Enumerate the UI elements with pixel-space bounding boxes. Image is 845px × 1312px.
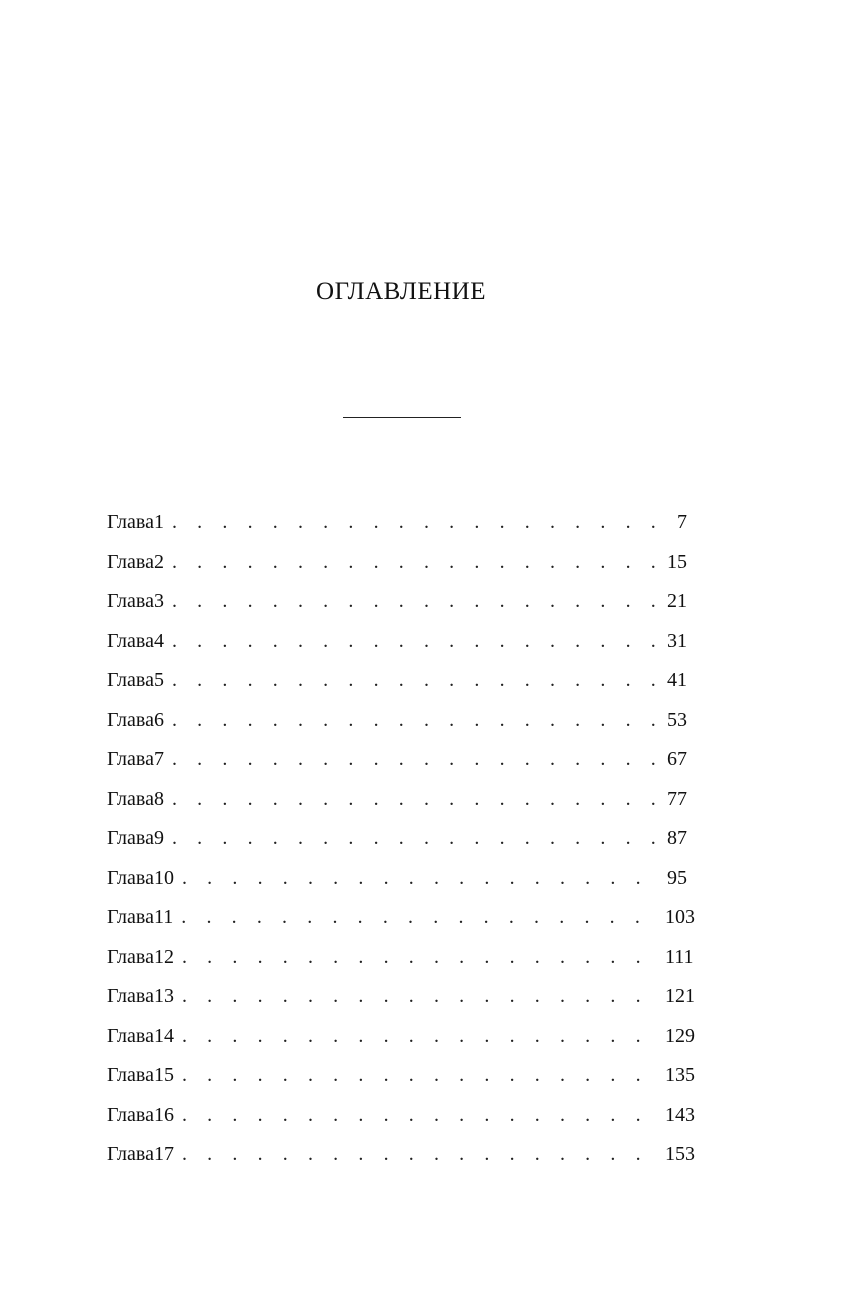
- toc-entry-chapter-14[interactable]: [107, 1022, 695, 1062]
- toc-entry-page: 111: [665, 945, 694, 968]
- dot-leader: [172, 785, 661, 813]
- toc-entry-number: 6: [153, 708, 164, 731]
- toc-entry-label: Глава: [107, 669, 154, 691]
- toc-entry-label: Глава: [107, 1064, 154, 1086]
- table-of-contents: [107, 508, 695, 1180]
- dot-leader: [182, 982, 661, 1010]
- dot-leader: [182, 1140, 661, 1168]
- toc-entry-page: 15: [667, 550, 687, 573]
- toc-entry-label: Глава: [107, 945, 154, 968]
- toc-entry-chapter-16[interactable]: [107, 1101, 695, 1141]
- toc-entry-chapter-12[interactable]: [107, 943, 694, 983]
- toc-entry-chapter-11[interactable]: [107, 903, 695, 943]
- toc-entry-label: Глава: [107, 1024, 154, 1047]
- toc-entry-page: 95: [667, 866, 687, 889]
- dot-leader: [182, 1061, 661, 1089]
- dot-leader: [172, 587, 661, 615]
- toc-entry-number: 17: [153, 1143, 174, 1165]
- toc-entry-chapter-10[interactable]: [107, 864, 687, 904]
- toc-entry-chapter-1[interactable]: [107, 508, 687, 548]
- toc-entry-label: Глава: [107, 985, 154, 1007]
- toc-entry-label: Глава: [107, 827, 154, 849]
- toc-entry-chapter-8[interactable]: [107, 785, 687, 825]
- dot-leader: [182, 864, 661, 892]
- toc-entry-label: Глава: [107, 866, 154, 889]
- toc-entry-number: 2: [153, 550, 164, 573]
- toc-entry-page: 129: [665, 1024, 695, 1047]
- toc-entry-page: 77: [667, 787, 687, 810]
- toc-entry-chapter-4[interactable]: [107, 627, 687, 667]
- toc-entry-chapter-9[interactable]: [107, 824, 687, 864]
- dot-leader: [182, 943, 661, 971]
- dot-leader: [172, 666, 661, 694]
- dot-leader: [172, 627, 661, 655]
- title-divider: [343, 417, 461, 418]
- toc-entry-label: Глава: [107, 1103, 154, 1126]
- toc-entry-label: Глава: [107, 550, 154, 573]
- dot-leader: [172, 824, 661, 852]
- toc-entry-chapter-15[interactable]: [107, 1061, 695, 1101]
- toc-entry-chapter-2[interactable]: [107, 548, 687, 588]
- toc-entry-number: 15: [153, 1064, 174, 1086]
- toc-entry-label: Глава: [107, 629, 154, 652]
- toc-entry-number: 9: [153, 827, 164, 849]
- toc-entry-page: 143: [665, 1103, 695, 1126]
- toc-entry-page: 21: [667, 590, 687, 612]
- toc-entry-number: 11: [153, 906, 174, 928]
- toc-entry-page: 31: [667, 629, 687, 652]
- toc-entry-number: 8: [153, 787, 164, 810]
- toc-entry-number: 7: [153, 748, 164, 770]
- toc-entry-number: 16: [153, 1103, 174, 1126]
- toc-entry-page: 135: [665, 1064, 695, 1086]
- toc-entry-number: 3: [153, 590, 164, 612]
- toc-entry-chapter-5[interactable]: [107, 666, 687, 706]
- toc-entry-page: 67: [667, 748, 687, 770]
- toc-entry-chapter-13[interactable]: [107, 982, 695, 1022]
- toc-entry-label: Глава: [107, 1143, 154, 1165]
- toc-entry-number: 13: [153, 985, 174, 1007]
- dot-leader: [172, 706, 661, 734]
- toc-entry-number: 14: [153, 1024, 174, 1047]
- toc-entry-page: 103: [665, 906, 695, 928]
- toc-entry-page: 87: [667, 827, 687, 849]
- dot-leader: [182, 1022, 661, 1050]
- toc-entry-chapter-3[interactable]: [107, 587, 687, 627]
- toc-entry-label: Глава: [107, 748, 154, 770]
- toc-entry-chapter-17[interactable]: [107, 1140, 695, 1180]
- toc-entry-chapter-6[interactable]: [107, 706, 687, 746]
- toc-entry-label: Глава: [107, 787, 154, 810]
- toc-entry-label: Глава: [107, 708, 154, 731]
- toc-entry-page: 7: [677, 511, 687, 533]
- dot-leader: [172, 745, 661, 773]
- dot-leader: [182, 1101, 661, 1129]
- toc-entry-page: 53: [667, 708, 687, 731]
- toc-entry-page: 153: [665, 1143, 695, 1165]
- toc-entry-label: Глава: [107, 906, 154, 928]
- page-title: ОГЛАВЛЕНИЕ: [316, 278, 486, 305]
- dot-leader: [172, 508, 661, 536]
- toc-entry-label: Глава: [107, 590, 154, 612]
- toc-entry-number: 10: [153, 866, 174, 889]
- toc-entry-number: 12: [153, 945, 174, 968]
- dot-leader: [172, 548, 661, 576]
- toc-entry-page: 121: [665, 985, 695, 1007]
- toc-entry-chapter-7[interactable]: [107, 745, 687, 785]
- toc-entry-number: 1: [153, 511, 164, 533]
- toc-entry-page: 41: [667, 669, 687, 691]
- dot-leader: [181, 903, 661, 931]
- toc-entry-number: 4: [153, 629, 164, 652]
- toc-entry-number: 5: [153, 669, 164, 691]
- toc-entry-label: Глава: [107, 511, 154, 533]
